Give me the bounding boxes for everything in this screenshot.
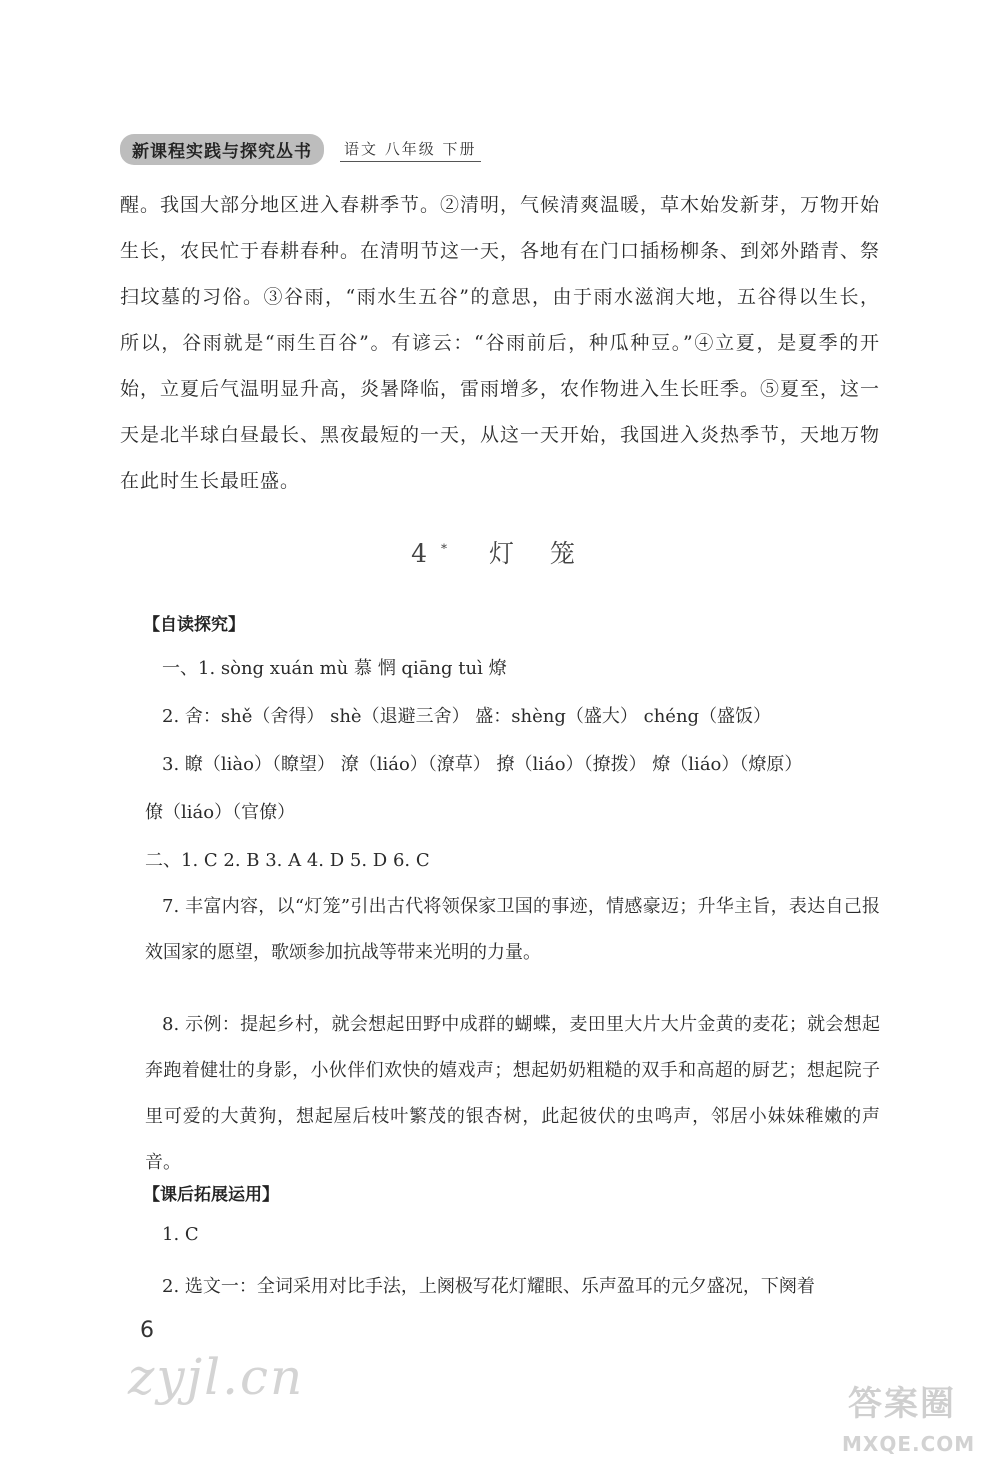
running-header <box>120 134 481 165</box>
intro-paragraph: 醒。我国大部分地区进入春耕季节。②清明，气候清爽温暖，草木始发新芽，万物开始生长，农民忙于春耕春种。在清明节这一天，各地有在门口插杨柳条、到郊外踏青、祭扫坟墓的习俗。③谷雨，“雨水生五谷”的意思，由于雨水滋润大地，五谷得以生长，所以，谷雨就是“雨生百谷”。有谚云：“谷雨前后，种瓜种豆。”④立夏，是夏季的开始，立夏后气温明显升高，炎暑降临，雷雨增多，农作物进入生长旺季。⑤夏至，这一天是北半球白昼最长、黑夜最短的一天，从这一天开始，我国进入炎热季节，天地万物在此时生长最旺盛。 <box>120 194 881 492</box>
lesson-number: 4 <box>411 539 441 568</box>
answer-line-4: 僚（liáo）（官僚） <box>145 802 296 823</box>
watermark-right: 答案圈 <box>848 1384 956 1424</box>
section-heading-extension: 【课后拓展运用】 <box>143 1185 279 1205</box>
answer-line-1: 一、1. sòng xuán mù 慕 惘 qiāng tuì 燎 <box>162 658 507 679</box>
extension-q2: 2. 选文一：全词采用对比手法，上阕极写花灯耀眼、乐声盈耳的元夕盛况，下阕着 <box>162 1276 815 1297</box>
watermark-left: zyjl.cn <box>128 1348 305 1406</box>
subject-label: 语文 八年级 下册 <box>340 138 481 162</box>
answer-line-5: 二、1. C 2. B 3. A 4. D 5. D 6. C <box>145 850 430 871</box>
page-number: 6 <box>140 1318 154 1343</box>
answer-q7: 7. 丰富内容，以“灯笼”引出古代将领保家卫国的事迹，情感豪迈；升华主旨，表达自己报效国家的愿望，歌颂参加抗战等带来光明的力量。 <box>145 896 880 963</box>
lesson-mark: * <box>441 541 447 556</box>
section-heading-self-study: 【自读探究】 <box>143 615 245 635</box>
answer-line-2: 2. 舍：shě（舍得） shè（退避三舍） 盛：shèng（盛大） chéng（盛饭） <box>162 706 772 727</box>
series-title: 新课程实践与探究丛书 <box>120 134 324 165</box>
lesson-title <box>0 534 1000 570</box>
watermark-right-sub: MXQE.COM <box>842 1432 976 1456</box>
answer-line-3: 3. 瞭（liào）（瞭望） 潦（liáo）（潦草） 撩（liáo）（撩拨） 燎（liáo）（燎原） <box>162 754 803 775</box>
answer-q8: 8. 示例：提起乡村，就会想起田野中成群的蝴蝶，麦田里大片大片金黄的麦花；就会想起奔跑着健壮的身影，小伙伴们欢快的嬉戏声；想起奶奶粗糙的双手和高超的厨艺；想起院子里可爱的大黄狗，想起屋后枝叶繁茂的银杏树，此起彼伏的虫鸣声，邻居小妹妹稚嫩的声音。 <box>145 1014 880 1173</box>
lesson-name: 灯 笼 <box>488 539 589 568</box>
extension-q1: 1. C <box>162 1224 199 1245</box>
